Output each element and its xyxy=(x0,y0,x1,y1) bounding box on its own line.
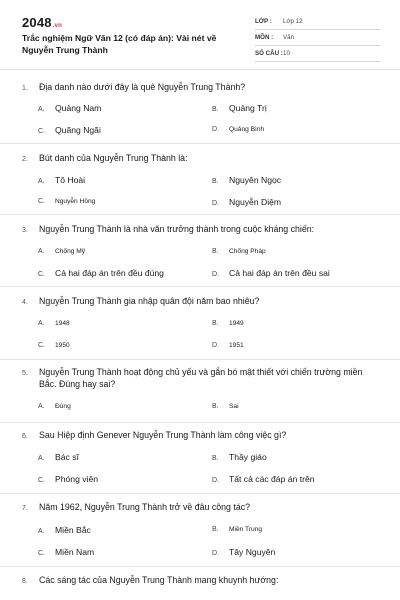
question-divider xyxy=(0,566,400,567)
question-divider xyxy=(0,214,400,215)
option-c[interactable]: C. Phóng viên xyxy=(38,474,99,484)
question-divider xyxy=(0,493,400,494)
question-number: 8. xyxy=(22,578,28,585)
logo-suffix: .vn xyxy=(52,23,63,29)
question-divider xyxy=(0,143,400,144)
option-b[interactable]: B. Quảng Trị xyxy=(212,103,267,113)
option-a[interactable]: A. Tô Hoài xyxy=(38,175,86,185)
option-d[interactable]: D. Quảng Bình xyxy=(212,126,265,133)
question-divider xyxy=(0,359,400,360)
meta-row-count xyxy=(255,46,380,62)
option-c[interactable]: C. 1950 xyxy=(38,342,70,349)
page-header xyxy=(0,0,400,70)
meta-label: SỐ CÂU : xyxy=(255,50,283,57)
option-d[interactable]: D. 1951 xyxy=(212,342,244,349)
question-text-line1: Nguyễn Trung Thành hoạt động chủ yếu và gắn bó mật thiết với chiến trường miền xyxy=(39,367,363,377)
option-b[interactable]: B. Miền Trung xyxy=(212,526,262,533)
option-a[interactable]: A. Bác sĩ xyxy=(38,452,79,462)
meta-value: 10 xyxy=(283,50,290,57)
meta-label: LỚP : xyxy=(255,18,272,25)
option-c[interactable]: C. Miền Nam xyxy=(38,547,95,557)
header-divider xyxy=(0,69,400,70)
option-b[interactable]: B. 1949 xyxy=(212,320,244,327)
question-divider xyxy=(0,422,400,423)
question-number: 5. xyxy=(22,370,28,377)
question-text: Các sáng tác của Nguyễn Trung Thành mang khuynh hướng: xyxy=(39,575,279,585)
site-logo[interactable] xyxy=(22,15,62,30)
meta-value: Văn xyxy=(283,34,295,41)
option-c[interactable]: C. Cả hai đáp án trên đều đúng xyxy=(38,268,164,278)
option-c[interactable]: C. Nguyễn Hồng xyxy=(38,198,96,205)
option-c[interactable]: C. Quãng Ngãi xyxy=(38,125,101,135)
question-number: 3. xyxy=(22,227,28,234)
question-number: 7. xyxy=(22,505,28,512)
question-text: Bút danh của Nguyễn Trung Thành là: xyxy=(39,153,188,163)
option-a[interactable]: A. Đúng xyxy=(38,403,71,410)
question-number: 2. xyxy=(22,156,28,163)
question-text: Sau Hiệp định Genever Nguyễn Trung Thành làm công việc gì? xyxy=(39,430,287,440)
option-d[interactable]: D. Cả hai đáp án trên đều sai xyxy=(212,268,330,278)
option-b[interactable]: B. Thầy giáo xyxy=(212,452,267,462)
question-text: Năm 1962, Nguyễn Trung Thành trở về đâu công tác? xyxy=(39,502,250,512)
option-a[interactable]: A. Quảng Nam xyxy=(38,103,102,113)
option-a[interactable]: A. 1948 xyxy=(38,320,70,327)
question-divider xyxy=(0,286,400,287)
question-number: 6. xyxy=(22,433,28,440)
question-number: 1. xyxy=(22,85,28,92)
option-d[interactable]: D. Nguyễn Diệm xyxy=(212,197,282,207)
option-d[interactable]: D. Tây Nguyên xyxy=(212,547,276,557)
option-b[interactable]: B. Sai xyxy=(212,403,239,410)
meta-row-subject xyxy=(255,30,380,46)
question-text: Địa danh nào dưới đây là quê Nguyễn Trung Thành? xyxy=(39,82,246,92)
meta-value: Lớp 12 xyxy=(283,18,303,25)
question-text: Nguyễn Trung Thành gia nhập quân đội năm bao nhiêu? xyxy=(39,296,260,306)
logo-text: 2048 xyxy=(22,15,52,30)
question-text: Nguyễn Trung Thành là nhà văn trưởng thành trong cuộc kháng chiến: xyxy=(39,224,315,234)
meta-label: MÔN : xyxy=(255,34,274,41)
meta-row-class xyxy=(255,14,380,30)
document-title: Trắc nghiệm Ngữ Văn 12 (có đáp án): Vài nét về Nguyễn Trung Thành xyxy=(22,33,217,55)
question-number: 4. xyxy=(22,299,28,306)
option-d[interactable]: D. Tất cả các đáp án trên xyxy=(212,474,315,484)
option-b[interactable]: B. Chống Pháp xyxy=(212,248,266,255)
question-text-line2: Bắc. Đúng hay sai? xyxy=(39,379,116,389)
option-a[interactable]: A. Miền Bắc xyxy=(38,525,91,535)
meta-info xyxy=(255,14,380,62)
option-a[interactable]: A. Chống Mỹ xyxy=(38,248,86,255)
option-b[interactable]: B. Nguyên Ngọc xyxy=(212,175,282,185)
